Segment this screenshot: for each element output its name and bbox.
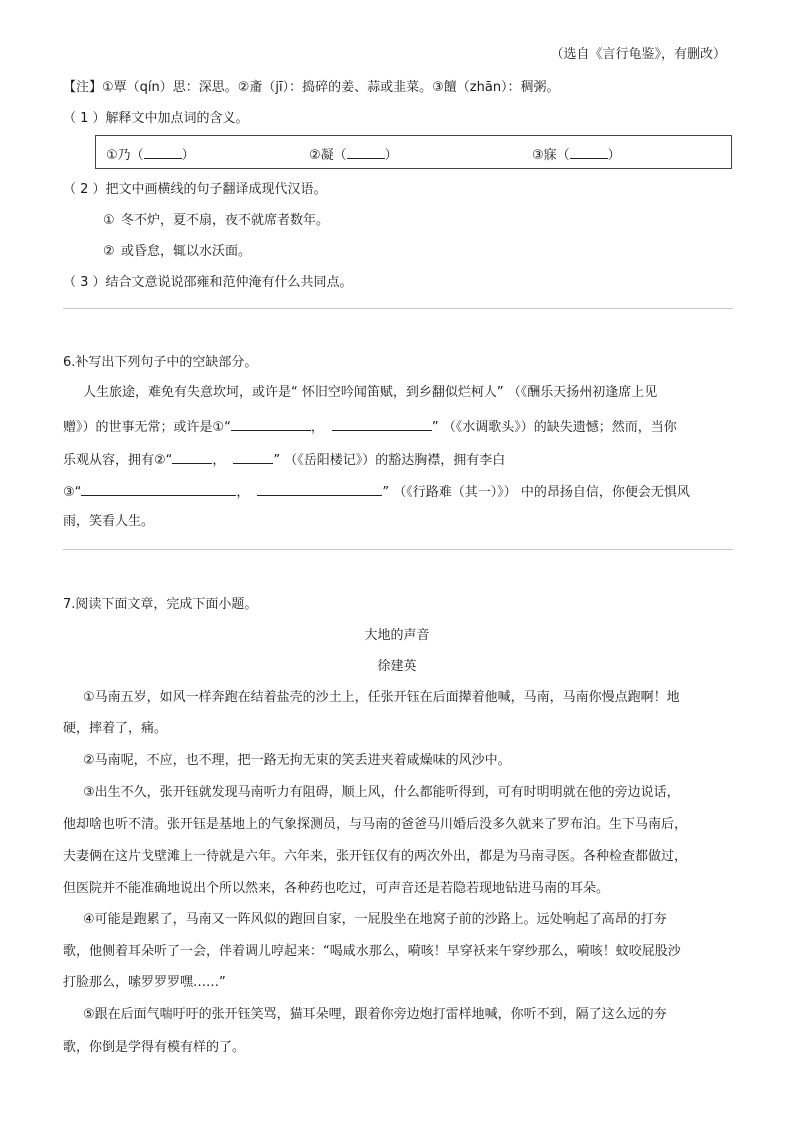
- q6-line-2-c: ” （《水调歌头》）的缺失遗憾；然而，当你: [431, 420, 677, 435]
- q6-line-3-a: 乐观从容，拥有②“: [63, 453, 173, 468]
- blank-item-3: [532, 144, 621, 163]
- blank-item-2-label: ②凝（: [309, 148, 347, 163]
- question-6-title: 6.补写出下列句子中的空缺部分。: [63, 355, 258, 370]
- q6-line-4-c: ” （《行路难（其一）》） 中的昂扬自信，你便会无惧风: [382, 485, 690, 500]
- paragraph-4-line-3: 打脸那么，嗦罗罗罗嘿……”: [63, 975, 226, 990]
- question-6-line-1: 人生旅途，难免有失意坎坷，或许是“ 怀旧空吟闻笛赋，到乡翻似烂柯人” （《酬乐天扬州初逢席上见: [83, 385, 658, 400]
- answer-box: [95, 135, 732, 169]
- article-title: 大地的声音: [364, 628, 430, 643]
- article-author: 徐建英: [377, 659, 417, 674]
- question-5-1-label: （ 1 ）解释文中加点词的含义。: [63, 111, 249, 126]
- q6-line-2-b: ，: [310, 420, 324, 435]
- question-6-line-5: 雨，笑看人生。: [63, 514, 155, 529]
- sentence-1-text: 冬不炉，夏不扇，夜不就席者数年。: [121, 213, 330, 228]
- source-citation: （选自《言行龟鉴》，有删改）: [550, 47, 726, 62]
- sentence-1-marker: ①: [103, 213, 115, 228]
- paragraph-3-line-2: 他却啥也听不清。张开钰是基地上的气象探测员，与马南的爸爸马川婚后没多久就来了罗布泊。生下马南后，: [63, 817, 688, 832]
- answer-blank-1[interactable]: [144, 144, 182, 159]
- blank-item-2: [309, 144, 398, 163]
- paragraph-2: ②马南呢，不应，也不理，把一路无拘无束的笑丢进夹着咸燥味的风沙中。: [83, 753, 511, 768]
- fill-blank-1a[interactable]: [231, 416, 311, 431]
- blank-item-3-close: ）: [607, 148, 621, 163]
- answer-blank-2[interactable]: [347, 144, 385, 159]
- paragraph-5-line-2: 歌，你倒是学得有模有样的了。: [63, 1040, 246, 1055]
- q6-line-3-c: ” （《岳阳楼记》）的豁达胸襟，拥有李白: [273, 453, 506, 468]
- fill-blank-1b[interactable]: [332, 416, 432, 431]
- sentence-2-marker: ②: [103, 244, 115, 259]
- question-6-line-2: [63, 416, 677, 437]
- fill-blank-3a[interactable]: [81, 481, 236, 496]
- question-7-title: 7.阅读下面文章，完成下面小题。: [63, 597, 258, 612]
- q6-line-3-b: ，: [212, 453, 226, 468]
- question-6-line-3: [63, 449, 505, 470]
- paragraph-4-line-1: ④可能是跑累了，马南又一阵风似的跑回自家，一屁股坐在地窝子前的沙路上。远处响起了高昂的打夯: [83, 912, 667, 927]
- paragraph-3-line-4: 但医院并不能准确地说出个所以然来，各种药也吃过，可声音还是若隐若现地钻进马南的耳朵。: [63, 881, 610, 896]
- q6-line-4-b: ，: [236, 485, 250, 500]
- section-divider-1: [63, 308, 733, 309]
- paragraph-5-line-1: ⑤跟在后面气喘吁吁的张开钰笑骂，猫耳朵哩，跟着你旁边炮打雷样地喊，你听不到，隔了这么远的夯: [83, 1007, 667, 1022]
- sentence-2-text: 或昏怠，辄以水沃面。: [121, 244, 252, 259]
- translate-sentence-2: [103, 243, 251, 261]
- blank-item-3-label: ③寐（: [532, 148, 570, 163]
- question-6-line-4: [63, 481, 690, 502]
- fill-blank-2b[interactable]: [233, 449, 273, 464]
- fill-blank-3b[interactable]: [257, 481, 382, 496]
- paragraph-1-line-1: ①马南五岁，如风一样奔跑在结着盐壳的沙土上，任张开钰在后面撵着他喊，马南，马南你慢点跑啊！地: [83, 690, 680, 705]
- blank-item-1: [106, 144, 195, 163]
- blank-item-2-close: ）: [384, 148, 398, 163]
- paragraph-4-line-2: 歌，他侧着耳朵听了一会，伴着调儿哼起来：“喝咸水那么，嗬咳！早穿袄来午穿纱那么，嗬咳！蚊咬屁股沙: [63, 944, 681, 959]
- question-5-2-label: （ 2 ）把文中画横线的句子翻译成现代汉语。: [63, 182, 327, 197]
- q6-line-2-a: 赠》）的世事无常；或许是①“: [63, 420, 231, 435]
- annotation-note: 【注】①覃（qín）思：深思。②齑（jī）：捣碎的姜、蒜或韭菜。③饘（zhān）：稠粥。: [63, 80, 560, 95]
- q6-line-4-a: ③“: [63, 485, 82, 500]
- section-divider-2: [63, 549, 733, 550]
- answer-blank-3[interactable]: [570, 144, 608, 159]
- paragraph-3-line-3: 夫妻俩在这片戈壁滩上一待就是六年。六年来，张开钰仅有的两次外出，都是为马南寻医。各种检查都做过，: [63, 849, 688, 864]
- paragraph-1-line-2: 硬，摔着了，痛。: [63, 721, 168, 736]
- paragraph-3-line-1: ③出生不久，张开钰就发现马南听力有阻碍，顺上风，什么都能听得到，可有时明明就在他的旁边说话，: [83, 785, 680, 800]
- question-5-3-label: （ 3 ）结合文意说说邵雍和范仲淹有什么共同点。: [63, 275, 353, 290]
- blank-item-1-label: ①乃（: [106, 148, 144, 163]
- translate-sentence-1: [103, 212, 329, 230]
- fill-blank-2a[interactable]: [172, 449, 212, 464]
- blank-item-1-close: ）: [181, 148, 195, 163]
